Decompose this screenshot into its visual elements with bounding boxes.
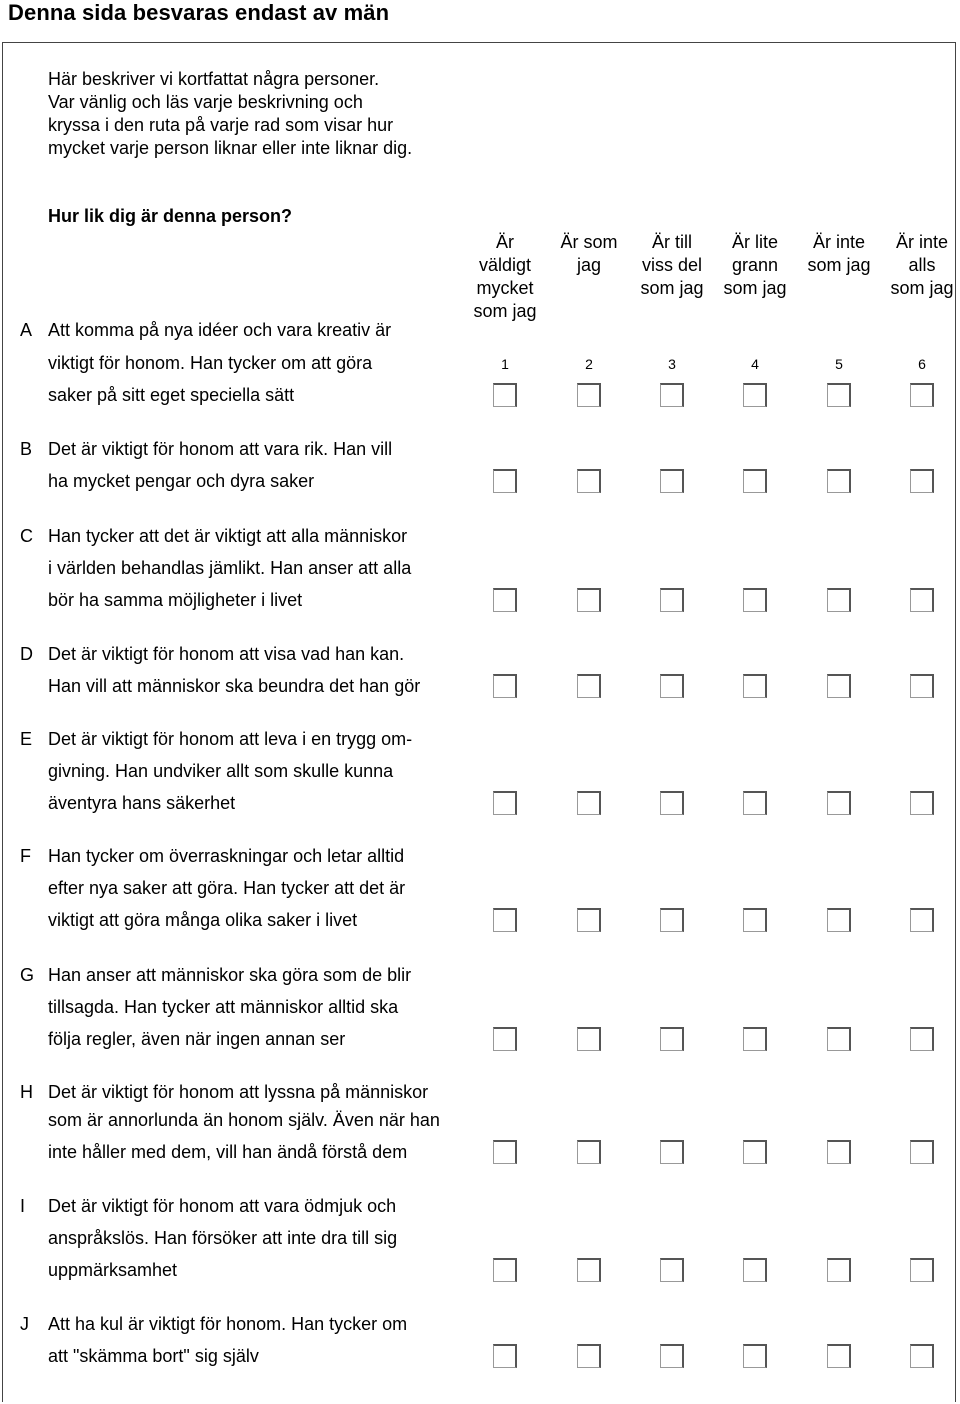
checkbox-item-g-4[interactable] [743,1027,767,1051]
item-text-line: viktigt för honom. Han tycker om att göra [48,353,373,373]
item-text-line: inte håller med dem, vill han ändå förstå dem [48,1142,408,1162]
checkbox-item-e-2[interactable] [577,791,601,815]
column-header-line: alls [908,255,936,275]
item-text-line: Det är viktigt för honom att leva i en trygg om- [48,729,413,749]
item-text-line: Han tycker om överraskningar och letar alltid [48,846,405,866]
item-text-line: Han vill att människor ska beundra det han gör [48,676,421,696]
checkbox-item-b-1[interactable] [493,469,517,493]
column-header-2 [546,231,632,277]
checkbox-item-g-6[interactable] [910,1027,934,1051]
checkbox-item-e-3[interactable] [660,791,684,815]
column-header-line: Är [496,232,514,252]
item-text-line: Det är viktigt för honom att vara rik. Han vill [48,439,393,459]
checkbox-item-g-5[interactable] [827,1027,851,1051]
checkbox-item-d-5[interactable] [827,674,851,698]
item-text-line: efter nya saker att göra. Han tycker att det är [48,878,406,898]
checkbox-item-c-3[interactable] [660,588,684,612]
checkbox-item-b-3[interactable] [660,469,684,493]
item-letter: E [20,729,33,749]
checkbox-item-j-4[interactable] [743,1344,767,1368]
column-header-line: Är som [560,232,618,252]
checkbox-item-f-6[interactable] [910,908,934,932]
checkbox-item-b-4[interactable] [743,469,767,493]
checkbox-item-d-1[interactable] [493,674,517,698]
column-header-6 [879,231,960,300]
column-number-2: 2 [585,356,593,372]
column-header-line: som jag [723,278,787,298]
checkbox-item-d-2[interactable] [577,674,601,698]
column-number-5: 5 [835,356,843,372]
checkbox-item-j-2[interactable] [577,1344,601,1368]
column-header-line: mycket [476,278,534,298]
item-text-line: Att komma på nya idéer och vara kreativ är [48,320,392,340]
item-text-line: äventyra hans säkerhet [48,793,236,813]
checkbox-item-i-5[interactable] [827,1258,851,1282]
checkbox-item-f-2[interactable] [577,908,601,932]
checkbox-item-a-6[interactable] [910,383,934,407]
instructions [48,68,468,160]
column-header-line: som jag [807,255,871,275]
column-header-line: väldigt [478,255,532,275]
instructions-line: Var vänlig och läs varje beskrivning och [48,92,363,112]
checkbox-item-i-3[interactable] [660,1258,684,1282]
checkbox-item-f-5[interactable] [827,908,851,932]
item-letter: F [20,846,31,866]
checkbox-item-h-6[interactable] [910,1140,934,1164]
checkbox-item-c-4[interactable] [743,588,767,612]
item-text-line: bör ha samma möjligheter i livet [48,590,303,610]
item-text-line: Det är viktigt för honom att lyssna på människor [48,1082,429,1102]
column-header-1 [462,231,548,323]
checkbox-item-f-3[interactable] [660,908,684,932]
item-text-line: som är annorlunda än honom själv. Även när han [48,1110,440,1130]
checkbox-item-a-5[interactable] [827,383,851,407]
checkbox-item-i-6[interactable] [910,1258,934,1282]
item-letter: D [20,644,33,664]
column-header-line: Är lite [731,232,778,252]
checkbox-item-g-3[interactable] [660,1027,684,1051]
column-number-1: 1 [501,356,509,372]
checkbox-item-c-1[interactable] [493,588,517,612]
checkbox-item-a-2[interactable] [577,383,601,407]
checkbox-item-b-5[interactable] [827,469,851,493]
instructions-line: Här beskriver vi kortfattat några personer. [48,69,380,89]
item-text-line: Det är viktigt för honom att vara ödmjuk och [48,1196,397,1216]
item-letter: C [20,526,33,546]
checkbox-item-j-3[interactable] [660,1344,684,1368]
item-letter: H [20,1082,33,1102]
column-header-4 [712,231,798,300]
checkbox-item-b-6[interactable] [910,469,934,493]
instructions-line: mycket varje person liknar eller inte liknar dig. [48,138,413,158]
column-header-line: som jag [640,278,704,298]
item-text-line: Han tycker att det är viktigt att alla människor [48,526,408,546]
checkbox-item-e-4[interactable] [743,791,767,815]
item-text-line: viktigt att göra många olika saker i livet [48,910,358,930]
checkbox-item-c-6[interactable] [910,588,934,612]
item-letter: B [20,439,33,459]
item-letter: A [20,320,33,340]
column-header-line: Är till [652,232,692,252]
checkbox-item-h-2[interactable] [577,1140,601,1164]
checkbox-item-j-1[interactable] [493,1344,517,1368]
checkbox-item-h-1[interactable] [493,1140,517,1164]
item-letter: I [20,1196,26,1216]
column-header-3 [629,231,715,300]
item-text-line: Det är viktigt för honom att visa vad han kan. [48,644,405,664]
checkbox-item-g-1[interactable] [493,1027,517,1051]
column-header-line: som jag [890,278,954,298]
checkbox-item-h-3[interactable] [660,1140,684,1164]
question-heading: Hur lik dig är denna person? [48,206,293,226]
checkbox-item-j-6[interactable] [910,1344,934,1368]
checkbox-item-h-5[interactable] [827,1140,851,1164]
column-header-line: jag [576,255,602,275]
checkbox-item-i-4[interactable] [743,1258,767,1282]
column-header-line: Är inte [812,232,866,252]
checkbox-item-c-5[interactable] [827,588,851,612]
checkbox-item-h-4[interactable] [743,1140,767,1164]
item-text-line: uppmärksamhet [48,1260,178,1280]
checkbox-item-i-1[interactable] [493,1258,517,1282]
checkbox-item-a-3[interactable] [660,383,684,407]
item-text-line: i världen behandlas jämlikt. Han anser att alla [48,558,412,578]
item-text-line: ha mycket pengar och dyra saker [48,471,315,491]
checkbox-item-j-5[interactable] [827,1344,851,1368]
checkbox-item-e-1[interactable] [493,791,517,815]
item-text-line: följa regler, även när ingen annan ser [48,1029,346,1049]
column-header-5 [796,231,882,277]
checkbox-item-e-6[interactable] [910,791,934,815]
checkbox-item-i-2[interactable] [577,1258,601,1282]
instructions-line: kryssa i den ruta på varje rad som visar hur [48,115,394,135]
column-header-line: Är inte [895,232,949,252]
checkbox-item-a-4[interactable] [743,383,767,407]
item-text-line: att "skämma bort" sig själv [48,1346,259,1366]
checkbox-item-f-4[interactable] [743,908,767,932]
item-text-line: anspråkslös. Han försöker att inte dra till sig [48,1228,398,1248]
checkbox-item-g-2[interactable] [577,1027,601,1051]
column-number-6: 6 [918,356,926,372]
item-text-line: givning. Han undviker allt som skulle kunna [48,761,394,781]
checkbox-item-d-4[interactable] [743,674,767,698]
column-header-line: viss del [641,255,703,275]
column-header-line: som jag [473,301,537,321]
checkbox-item-e-5[interactable] [827,791,851,815]
column-number-4: 4 [751,356,759,372]
item-text-line: Att ha kul är viktigt för honom. Han tycker om [48,1314,408,1334]
item-text-line: Han anser att människor ska göra som de blir [48,965,412,985]
checkbox-item-b-2[interactable] [577,469,601,493]
column-number-3: 3 [668,356,676,372]
checkbox-item-c-2[interactable] [577,588,601,612]
item-letter: G [20,965,35,985]
item-text-line: saker på sitt eget speciella sätt [48,385,295,405]
item-letter: J [20,1314,29,1334]
column-header-line: grann [731,255,779,275]
checkbox-item-a-1[interactable] [493,383,517,407]
checkbox-item-d-3[interactable] [660,674,684,698]
item-text-line: tillsagda. Han tycker att människor alltid ska [48,997,399,1017]
page-title: Denna sida besvaras endast av män [8,0,390,25]
checkbox-item-d-6[interactable] [910,674,934,698]
checkbox-item-f-1[interactable] [493,908,517,932]
